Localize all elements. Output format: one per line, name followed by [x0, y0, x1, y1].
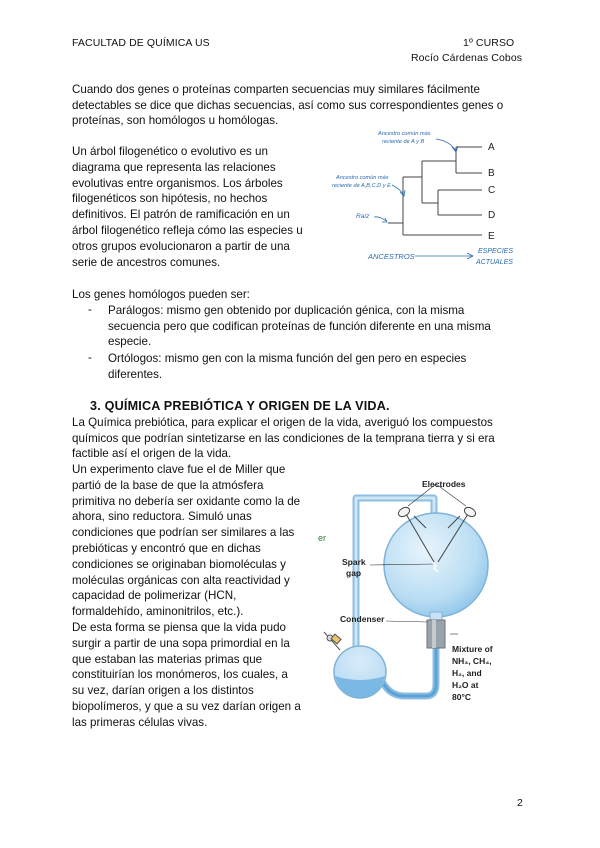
note-abcd-line2: reciente de A,B,C,D y E — [332, 183, 391, 189]
leaf-label-a: A — [488, 142, 495, 153]
leaf-label-d: D — [488, 210, 496, 221]
text-line: diferentes. — [108, 367, 163, 381]
stopcock — [324, 632, 341, 650]
text-line: condiciones que podrían ser similares a las — [72, 526, 295, 540]
mixture-label-line5: 80°C — [452, 692, 471, 702]
text-line: De esta forma se piensa que la vida pudo — [72, 620, 286, 634]
phylogenetic-tree-paragraph — [72, 144, 303, 270]
miller-urey-apparatus-diagram — [318, 470, 530, 720]
text-line: factible así el origen de la vida. — [72, 447, 232, 461]
header-course: 1º CURSO — [463, 37, 515, 49]
text-line: ahora, sino reductora. Simuló unas — [72, 510, 252, 524]
text-line: formaldehído, aminonitrilos, etc.). — [72, 605, 244, 619]
note-ab-line2: reciente de A y B — [382, 139, 425, 145]
mixture-label-line3: H₂, and — [452, 668, 482, 678]
list-bullet-dash: - — [88, 351, 92, 364]
note-abcd-line1: Ancestro común más — [336, 175, 389, 181]
cropped-text-fragment: er — [318, 533, 327, 543]
text-line: serie de ancestros comunes. — [72, 255, 221, 269]
ancestors-label: ANCESTROS — [368, 252, 415, 261]
spark-label-line1: Spark — [342, 557, 366, 567]
header-author: Rocío Cárdenas Cobos — [411, 52, 523, 64]
text-line: su vez, darían origen a los distintos — [72, 684, 254, 698]
text-line: constituirían los monómeros, los cuales, a — [72, 668, 288, 682]
spark-label-line2: gap — [346, 568, 362, 578]
text-line: químicos que podrían sintetizarse en las condiciones de la temprana tierra y si era — [72, 431, 495, 445]
text-line: las primeras células vivas. — [72, 715, 208, 729]
text-line: especie. — [108, 335, 152, 349]
text-line: condiciones se originaban biomoléculas y — [72, 557, 286, 571]
list-item-orthologs — [108, 351, 466, 382]
text-line: capacidad de polimerizar (HCN, — [72, 589, 237, 603]
prebiotic-paragraph — [72, 415, 495, 462]
text-line: La Química prebiótica, para explicar el origen de la vida, averiguó los compuestos — [72, 416, 493, 429]
text-line: filogenéticos son hipótesis, no hechos — [72, 192, 268, 206]
page-number: 2 — [517, 797, 523, 809]
phylogenetic-tree-diagram — [320, 125, 540, 275]
electrodes-label: Electrodes — [422, 479, 466, 489]
header-faculty: FACULTAD DE QUÍMICA US — [72, 37, 210, 49]
text-line: que estaban las materias primas que — [72, 652, 263, 666]
tree-branches — [388, 147, 482, 235]
text-line: Ortólogos: mismo gen con la misma función del gen pero en especies — [108, 352, 467, 365]
current-species-line2: ACTUALES — [476, 259, 513, 266]
text-line: prebióticas y encontró que en dichas — [72, 541, 261, 555]
text-line: evolutivas entre organismos. Los árboles — [72, 176, 283, 190]
text-line: moléculas orgánicas con alta reactividad y — [72, 573, 290, 587]
text-line: proteínas, son homólogos u homólogas. — [72, 114, 279, 127]
text-line: árbol filogenético refleja cómo las especies u — [72, 223, 303, 237]
text-line: secuencia pero que codifican proteínas de función diferente en una misma — [108, 319, 491, 333]
text-line: definitivos. El patrón de ramificación en un — [72, 208, 290, 222]
leaf-label-c: C — [488, 185, 496, 196]
text-line: detectables se dice que dichas secuencias, así como sus correspondientes genes o — [72, 98, 504, 112]
leaf-label-e: E — [488, 231, 495, 242]
root-label: Raíz — [356, 213, 370, 220]
mixture-label-line1: Mixture of — [452, 644, 493, 654]
miller-paragraph — [72, 462, 301, 731]
list-bullet-dash: - — [88, 303, 92, 316]
text-line: biopolímeros, y que a su vez darían origen a — [72, 699, 301, 713]
text-line: otros grupos evolucionaron a partir de una — [72, 239, 290, 253]
text-line: surgir a partir de una sopa primordial en la — [72, 636, 290, 650]
text-line: Un árbol filogenético o evolutivo es un — [72, 145, 268, 158]
note-ab-line1: Ancestro común más — [378, 131, 431, 137]
intro-paragraph — [72, 82, 503, 129]
leaf-label-b: B — [488, 168, 495, 179]
mixture-label-line4: H₂O at — [452, 680, 479, 690]
condenser-label: Condenser — [340, 614, 385, 624]
text-line: Un experimento clave fue el de Miller que — [72, 463, 286, 476]
text-line: partió de la base de que la atmósfera — [72, 478, 264, 492]
list-item-paralogs — [108, 303, 491, 350]
text-line: Cuando dos genes o proteínas comparten secuencias muy similares fácilmente — [72, 83, 480, 96]
current-species-line1: ESPECIES — [478, 248, 514, 255]
annotation-arrows — [374, 139, 473, 259]
section-heading: 3. QUÍMICA PREBIÓTICA Y ORIGEN DE LA VIDA. — [90, 399, 390, 413]
homologs-intro: Los genes homólogos pueden ser: — [72, 288, 250, 301]
mixture-label-line2: NH₃, CH₄, — [452, 656, 492, 666]
text-line: diagrama que representa las relaciones — [72, 160, 276, 174]
text-line: primitiva no debería ser oxidante como la de — [72, 494, 301, 508]
text-line: Parálogos: mismo gen obtenido por duplicación génica, con la misma — [108, 304, 465, 317]
